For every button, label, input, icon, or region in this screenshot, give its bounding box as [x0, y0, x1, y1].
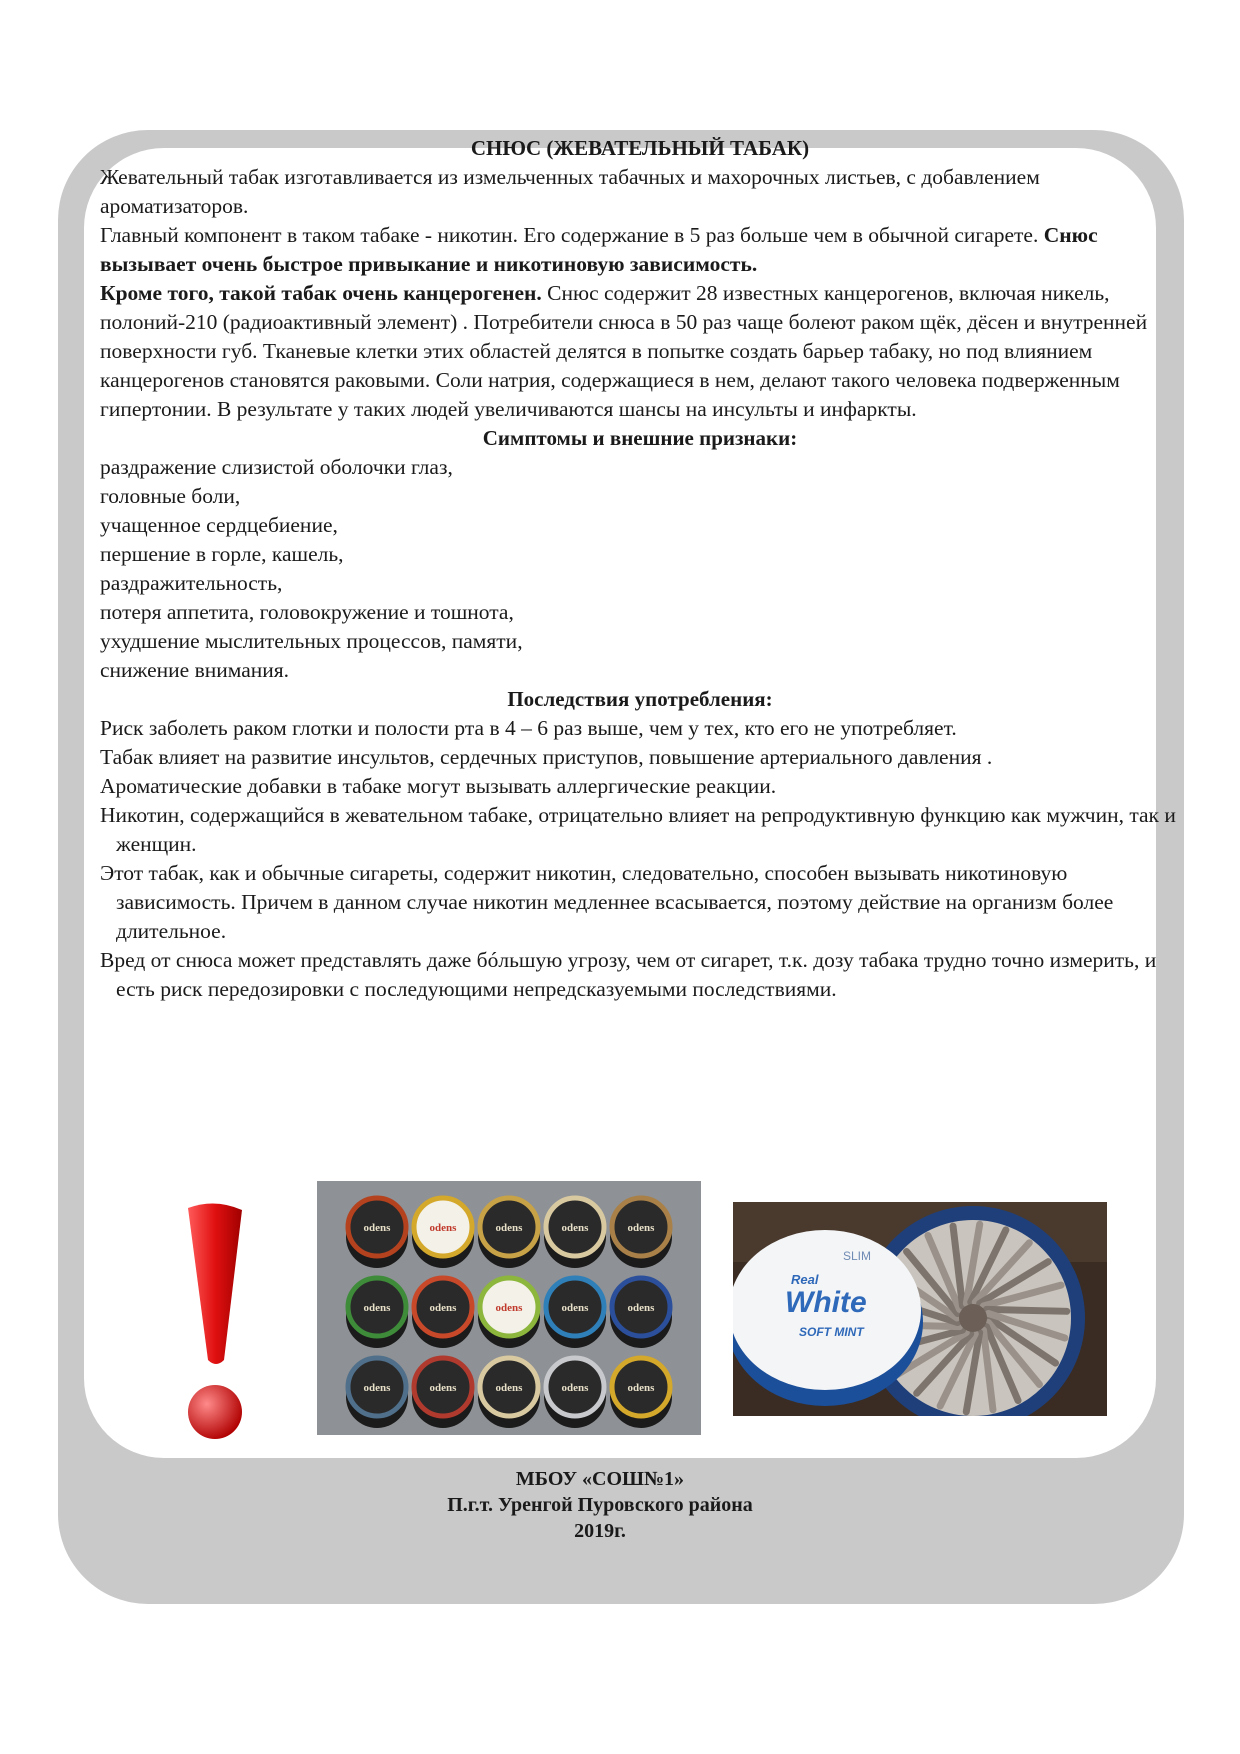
intro-text: Снюс содержит 28 известных канцерогенов, включая никель, полоний-210 (радиоактивный элемент) . Потребители снюса в 50 раз чаще болеют раком щёк, дёсен и внутренней поверхности губ. Тканевые клетки этих областей делятся в попытке создать барьер табаку, но под влиянием канцерогенов становятся раковыми. Соли натрия, содержащиеся в нем, делают такого человека подверженным гипертонии. В результате у таких людей увеличиваются шансы на инсульты и инфаркты.: [100, 281, 1148, 421]
svg-text:odens: odens: [429, 1382, 457, 1394]
lid-brand-text: Real: [791, 1272, 819, 1287]
snus-tin: [346, 1358, 408, 1428]
snus-tin: [610, 1198, 672, 1268]
footer: [0, 1466, 1200, 1544]
snus-tin: [610, 1358, 672, 1428]
intro-paragraph-2: [100, 221, 1180, 279]
intro-paragraph-1: Жевательный табак изготавливается из измельченных табачных и махорочных листьев, с добавлением ароматизаторов.: [100, 165, 1040, 218]
school-name: МБОУ «СОШ№1»: [515, 1468, 685, 1490]
svg-text:odens: odens: [363, 1302, 391, 1314]
consequences-heading: Последствия употребления:: [507, 687, 773, 711]
symptoms-heading: Симптомы и внешние признаки:: [482, 426, 798, 450]
intro-emphasis: Снюс вызывает очень быстрое привыкание и никотиновую зависимость.: [100, 223, 1098, 276]
svg-text:odens: odens: [627, 1302, 655, 1314]
list-item: Ароматические добавки в табаке могут вызывать аллергические реакции.: [100, 774, 777, 798]
document-title: СНЮС (ЖЕВАТЕЛЬНЫЙ ТАБАК): [470, 136, 810, 160]
svg-text:odens: odens: [363, 1382, 391, 1394]
document-body: [100, 134, 1180, 1004]
svg-text:odens: odens: [429, 1222, 457, 1234]
svg-text:odens: odens: [561, 1302, 589, 1314]
list-item: раздражение слизистой оболочки глаз,: [100, 455, 453, 479]
list-item: Никотин, содержащийся в жевательном табаке, отрицательно влияет на репродуктивную функцию как мужчин, так и женщин.: [100, 803, 1176, 856]
symptoms-list: [100, 453, 1180, 685]
snus-tins-photo: [317, 1181, 701, 1435]
svg-text:odens: odens: [561, 1222, 589, 1234]
list-item: снижение внимания.: [100, 658, 290, 682]
pouch: [986, 1309, 1066, 1311]
snus-tin: [544, 1278, 606, 1348]
snus-tin: [412, 1358, 474, 1428]
snus-tin: [346, 1278, 408, 1348]
intro-paragraph-3: [100, 279, 1180, 424]
svg-text:odens: odens: [495, 1222, 523, 1234]
school-location: П.г.т. Уренгой Пуровского района: [447, 1494, 753, 1516]
list-item: учащенное сердцебиение,: [100, 513, 338, 537]
list-item: Этот табак, как и обычные сигареты, содержит никотин, следовательно, способен вызывать никотиновую зависимость. Причем в данном случае никотин медленнее всасывается, поэтому действие на организм более длительное.: [100, 861, 1114, 943]
snus-tin: [544, 1358, 606, 1428]
snus-tin: [412, 1278, 474, 1348]
snus-tin: [412, 1198, 474, 1268]
consequences-list: [100, 714, 1180, 1004]
snus-tin: [478, 1198, 540, 1268]
svg-text:odens: odens: [627, 1222, 655, 1234]
list-item: Табак влияет на развитие инсультов, сердечных приступов, повышение артериального давления .: [100, 745, 993, 769]
snus-tin: [346, 1198, 408, 1268]
open-snus-tin-photo: [733, 1202, 1107, 1416]
list-item: Риск заболеть раком глотки и полости рта в 4 – 6 раз выше, чем у тех, кто его не употребляет.: [100, 716, 957, 740]
snus-tin: [544, 1198, 606, 1268]
svg-text:odens: odens: [363, 1222, 391, 1234]
snus-tin: [610, 1278, 672, 1348]
svg-text:odens: odens: [561, 1382, 589, 1394]
document-year: 2019г.: [574, 1520, 626, 1542]
lid-slim-text: SLIM: [843, 1249, 872, 1263]
lid-flavor-text: SOFT MINT: [799, 1325, 864, 1339]
list-item: головные боли,: [100, 484, 241, 508]
svg-text:odens: odens: [495, 1302, 523, 1314]
svg-text:odens: odens: [495, 1382, 523, 1394]
intro-emphasis: Кроме того, такой табак очень канцерогенен.: [100, 281, 542, 305]
snus-tin: [478, 1278, 540, 1348]
list-item: потеря аппетита, головокружение и тошнота,: [100, 600, 514, 624]
lid-product-text: White: [785, 1286, 867, 1319]
svg-text:odens: odens: [627, 1382, 655, 1394]
exclamation-icon: [180, 1200, 250, 1444]
snus-tin: [478, 1358, 540, 1428]
list-item: раздражительность,: [100, 571, 283, 595]
svg-text:odens: odens: [429, 1302, 457, 1314]
list-item: першение в горле, кашель,: [100, 542, 344, 566]
list-item: ухудшение мыслительных процессов, памяти,: [100, 629, 523, 653]
list-item: Вред от снюса может представлять даже бóльшую угрозу, чем от сигарет, т.к. дозу табака трудно точно измерить, и есть риск передозировки с последующими непредсказуемыми последствиями.: [100, 948, 1157, 1001]
intro-text: Главный компонент в таком табаке - никотин. Его содержание в 5 раз больше чем в обычной сигарете.: [100, 223, 1044, 247]
